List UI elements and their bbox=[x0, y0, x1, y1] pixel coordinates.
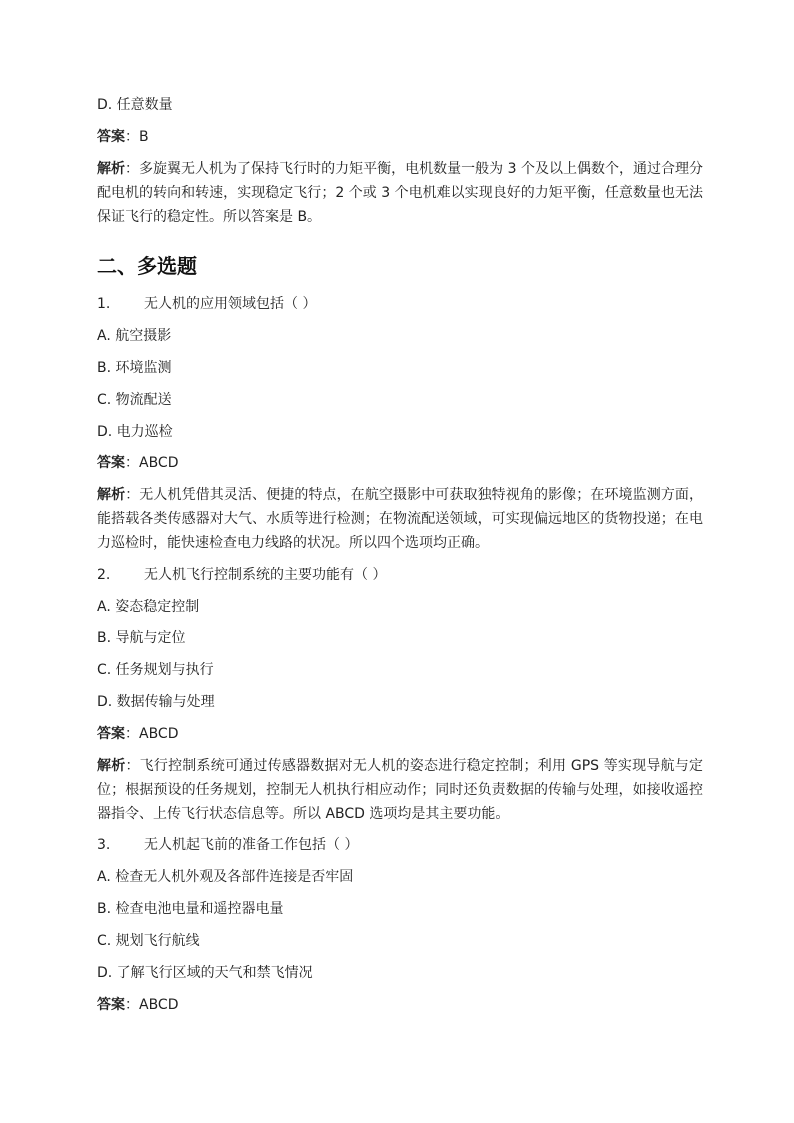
option-d: D. 数据传输与处理 bbox=[97, 694, 215, 710]
answer-value: ：ABCD bbox=[125, 997, 179, 1013]
analysis-paragraph bbox=[97, 483, 703, 555]
option-d: D. 了解飞行区域的天气和禁飞情况 bbox=[97, 965, 313, 981]
option-c: C. 物流配送 bbox=[97, 392, 172, 408]
question-stem bbox=[97, 294, 707, 314]
answer-label: 答案 bbox=[97, 997, 125, 1013]
analysis-paragraph bbox=[97, 157, 703, 229]
question-stem bbox=[97, 565, 707, 585]
question-stem bbox=[97, 835, 707, 855]
analysis-text: ：多旋翼无人机为了保持飞行时的力矩平衡，电机数量一般为 3 个及以上偶数个，通过合理分配电机的转向和转速，实现稳定飞行；2 个或 3 个电机难以实现良好的力矩平衡，任意数量也无法保证飞行的稳定性。所以答案是 B。 bbox=[97, 161, 703, 225]
answer-label: 答案 bbox=[97, 726, 125, 742]
option-d: D. 任意数量 bbox=[97, 97, 173, 113]
question-number: 3. bbox=[97, 837, 111, 853]
section-title: 二、多选题 bbox=[97, 254, 197, 278]
answer-value: ：B bbox=[125, 129, 149, 145]
question-text: 无人机的应用领域包括（ ） bbox=[144, 296, 317, 312]
analysis-paragraph bbox=[97, 754, 703, 826]
option-d: D. 电力巡检 bbox=[97, 424, 173, 440]
option-a: A. 检查无人机外观及各部件连接是否牢固 bbox=[97, 869, 354, 885]
question-text: 无人机飞行控制系统的主要功能有（ ） bbox=[144, 567, 387, 583]
answer-value: ：ABCD bbox=[125, 726, 179, 742]
option-b: B. 环境监测 bbox=[97, 360, 172, 376]
answer-label: 答案 bbox=[97, 455, 125, 471]
option-c: C. 任务规划与执行 bbox=[97, 662, 214, 678]
answer-label: 答案 bbox=[97, 129, 125, 145]
analysis-text: ：飞行控制系统可通过传感器数据对无人机的姿态进行稳定控制；利用 GPS 等实现导航与定位；根据预设的任务规划，控制无人机执行相应动作；同时还负责数据的传输与处理，如接收遥控器指令、上传飞行状态信息等。所以 ABCD 选项均是其主要功能。 bbox=[97, 758, 703, 822]
option-b: B. 导航与定位 bbox=[97, 630, 186, 646]
option-b: B. 检查电池电量和遥控器电量 bbox=[97, 901, 284, 917]
analysis-text: ：无人机凭借其灵活、便捷的特点，在航空摄影中可获取独特视角的影像；在环境监测方面，能搭载各类传感器对大气、水质等进行检测；在物流配送领域，可实现偏远地区的货物投递；在电力巡检时，能快速检查电力线路的状况。所以四个选项均正确。 bbox=[97, 487, 704, 551]
option-c: C. 规划飞行航线 bbox=[97, 933, 200, 949]
question-text: 无人机起飞前的准备工作包括（ ） bbox=[144, 837, 359, 853]
question-number: 2. bbox=[97, 567, 111, 583]
option-a: A. 航空摄影 bbox=[97, 328, 172, 344]
analysis-label: 解析 bbox=[97, 161, 126, 177]
analysis-label: 解析 bbox=[97, 487, 126, 503]
analysis-label: 解析 bbox=[97, 758, 126, 774]
answer-line bbox=[97, 724, 707, 744]
question-number: 1. bbox=[97, 296, 111, 312]
answer-line bbox=[97, 453, 707, 473]
answer-line bbox=[97, 995, 707, 1015]
answer-line bbox=[97, 127, 707, 147]
option-a: A. 姿态稳定控制 bbox=[97, 599, 200, 615]
answer-value: ：ABCD bbox=[125, 455, 179, 471]
